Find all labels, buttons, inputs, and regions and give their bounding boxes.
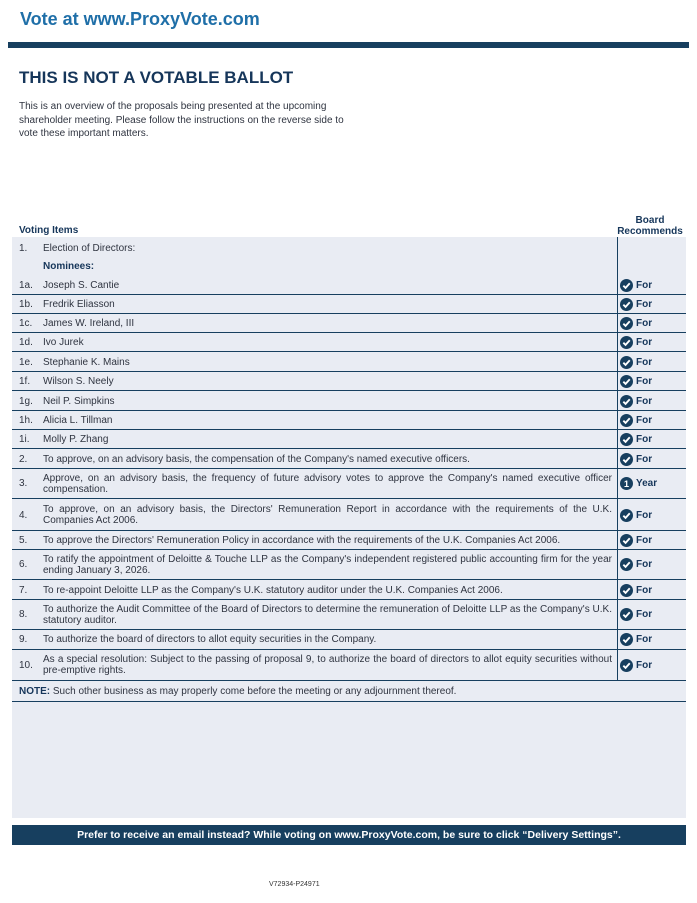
voting-item-row	[12, 500, 686, 531]
recommendation-label: For	[636, 317, 653, 329]
check-icon	[620, 584, 636, 597]
voting-item-row	[12, 550, 686, 580]
check-icon	[620, 509, 636, 522]
check-icon	[620, 375, 636, 388]
item-text: Election of Directors:	[43, 242, 136, 254]
check-icon	[620, 534, 636, 547]
voting-item-row	[12, 239, 686, 257]
item-number: 7.	[19, 584, 28, 596]
board-recommendation	[620, 353, 652, 371]
board-recommendation	[620, 450, 652, 468]
header-bar	[8, 42, 689, 48]
item-number: 5.	[19, 534, 28, 546]
recommendation-label: For	[636, 659, 653, 671]
check-icon	[620, 298, 636, 311]
recommendation-label: For	[636, 509, 653, 521]
recommendation-label: For	[636, 609, 653, 620]
intro-text: This is an overview of the proposals being presented at the upcoming shareholder meeting. Please follow the instructions on the reverse side to vote these important matters.	[19, 101, 344, 139]
item-number: 8.	[19, 609, 28, 620]
board-recommendation	[620, 630, 652, 649]
note-divider	[12, 701, 686, 702]
board-recommendation	[620, 430, 652, 448]
check-icon	[620, 356, 636, 369]
voting-item-row	[12, 257, 686, 276]
item-number: 1.	[19, 242, 28, 254]
recommendation-label: For	[636, 559, 653, 570]
item-text: Joseph S. Cantie	[43, 279, 120, 291]
board-recommendation	[620, 531, 652, 549]
recommendation-label: Year	[636, 478, 658, 489]
number-one-icon	[620, 477, 636, 490]
item-number: 1f.	[19, 375, 31, 387]
note	[19, 686, 456, 697]
item-text: Molly P. Zhang	[43, 433, 109, 445]
check-icon	[620, 433, 636, 446]
recommendation-label: For	[636, 634, 653, 645]
voting-item-row	[12, 372, 686, 391]
item-number: 2.	[19, 453, 28, 465]
check-icon	[620, 279, 636, 292]
item-text: Wilson S. Neely	[43, 375, 114, 387]
recommendation-label: For	[636, 433, 653, 445]
email-delivery-banner: Prefer to receive an email instead? While voting on www.ProxyVote.com, be sure to click “Delivery Settings”.	[12, 825, 686, 845]
voting-items-header: Voting Items	[19, 225, 79, 236]
recommendation-label: For	[636, 414, 653, 426]
item-text: To ratify the appointment of Deloitte & Touche LLP as the Company's independent registered public accounting firm for the year ending January 3, 2026.	[43, 553, 612, 576]
board-recommendation	[620, 550, 652, 579]
voting-item-row	[12, 333, 686, 352]
board-recommendation	[620, 276, 652, 294]
document-code: V72934-P24971	[269, 881, 320, 888]
voting-item-row	[12, 650, 686, 681]
item-text: Neil P. Simpkins	[43, 395, 115, 407]
item-number: 4.	[19, 509, 28, 521]
header-title: Vote at www.ProxyVote.com	[20, 9, 260, 29]
recommendation-label: For	[636, 395, 653, 407]
recommendation-label: For	[636, 298, 653, 310]
board-recommendation	[620, 295, 652, 313]
board-recommends-header: Board Recommends	[617, 215, 683, 237]
item-text: To approve, on an advisory basis, the compensation of the Company's named executive officers.	[43, 453, 470, 465]
recommendation-label: For	[636, 375, 653, 387]
check-icon	[620, 608, 636, 621]
board-recommendation	[620, 581, 652, 599]
voting-item-row	[12, 353, 686, 372]
item-number: 1d.	[19, 336, 33, 348]
item-text: To re-appoint Deloitte LLP as the Company's U.K. statutory auditor under the U.K. Companies Act 2006.	[43, 584, 503, 596]
item-text: James W. Ireland, III	[43, 317, 135, 329]
check-icon	[620, 659, 636, 672]
board-recommendation	[620, 333, 652, 351]
board-recommendation	[620, 600, 652, 629]
voting-item-row	[12, 469, 686, 499]
item-number: 1h.	[19, 414, 33, 426]
check-icon	[620, 317, 636, 330]
recommendation-label: For	[636, 534, 653, 546]
item-text: To authorize the Audit Committee of the Board of Directors to determine the remuneration of Deloitte LLP as the Company's U.K. statutory auditor.	[43, 603, 612, 626]
note-text: Such other business as may properly come before the meeting or any adjournment thereof.	[52, 686, 457, 697]
note-label: NOTE:	[19, 686, 51, 697]
recommendation-label: For	[636, 336, 653, 348]
item-text: Nominees:	[43, 261, 95, 272]
item-number: 1i.	[19, 433, 30, 445]
recommendation-label: For	[636, 279, 653, 291]
recommendation-label: For	[636, 453, 653, 465]
check-icon	[620, 453, 636, 466]
item-number: 9.	[19, 634, 28, 645]
item-number: 10.	[19, 659, 33, 671]
item-number: 1b.	[19, 298, 33, 310]
page-title: THIS IS NOT A VOTABLE BALLOT	[19, 68, 294, 87]
voting-item-row	[12, 392, 686, 411]
check-icon	[620, 558, 636, 571]
voting-item-row	[12, 411, 686, 430]
item-text: Alicia L. Tillman	[43, 414, 113, 426]
svg-text:1: 1	[623, 478, 630, 489]
item-number: 6.	[19, 559, 28, 570]
board-recommendation	[620, 469, 657, 498]
item-number: 1g.	[19, 395, 33, 407]
check-icon	[620, 633, 636, 646]
item-text: Ivo Jurek	[43, 336, 84, 348]
check-icon	[620, 395, 636, 408]
check-icon	[620, 414, 636, 427]
item-text: Fredrik Eliasson	[43, 298, 115, 310]
voting-item-row	[12, 314, 686, 333]
board-recommendation	[620, 372, 652, 390]
item-text: To approve the Directors' Remuneration Policy in accordance with the requirements of the U.K. Companies Act 2006.	[43, 534, 561, 546]
voting-item-row	[12, 295, 686, 314]
voting-item-row	[12, 630, 686, 650]
item-number: 1a.	[19, 279, 33, 291]
voting-item-row	[12, 276, 686, 295]
recommendation-label: For	[636, 356, 653, 368]
item-text: To approve, on an advisory basis, the Directors' Remuneration Report in accordance with the requirements of the U.K. Companies Act 2006.	[43, 504, 612, 526]
board-recommendation	[620, 392, 652, 410]
board-recommendation	[620, 500, 652, 530]
board-recommendation	[620, 411, 652, 429]
item-number: 1e.	[19, 356, 33, 368]
item-text: As a special resolution: Subject to the passing of proposal 9, to authorize the board of directors to allot equity securities without pre-emptive rights.	[43, 654, 612, 676]
check-icon	[620, 336, 636, 349]
item-text: To authorize the board of directors to allot equity securities in the Company.	[43, 634, 377, 645]
voting-item-row	[12, 430, 686, 449]
item-text: Approve, on an advisory basis, the frequency of future advisory votes to approve the Company's named executive officer compensation.	[43, 472, 612, 495]
item-number: 1c.	[19, 317, 33, 329]
recommendation-label: For	[636, 584, 653, 596]
voting-item-row	[12, 531, 686, 550]
board-recommendation	[620, 314, 652, 332]
voting-item-row	[12, 450, 686, 469]
item-text: Stephanie K. Mains	[43, 356, 130, 368]
voting-item-row	[12, 581, 686, 600]
voting-item-row	[12, 600, 686, 630]
board-recommendation	[620, 650, 652, 680]
item-number: 3.	[19, 478, 28, 489]
